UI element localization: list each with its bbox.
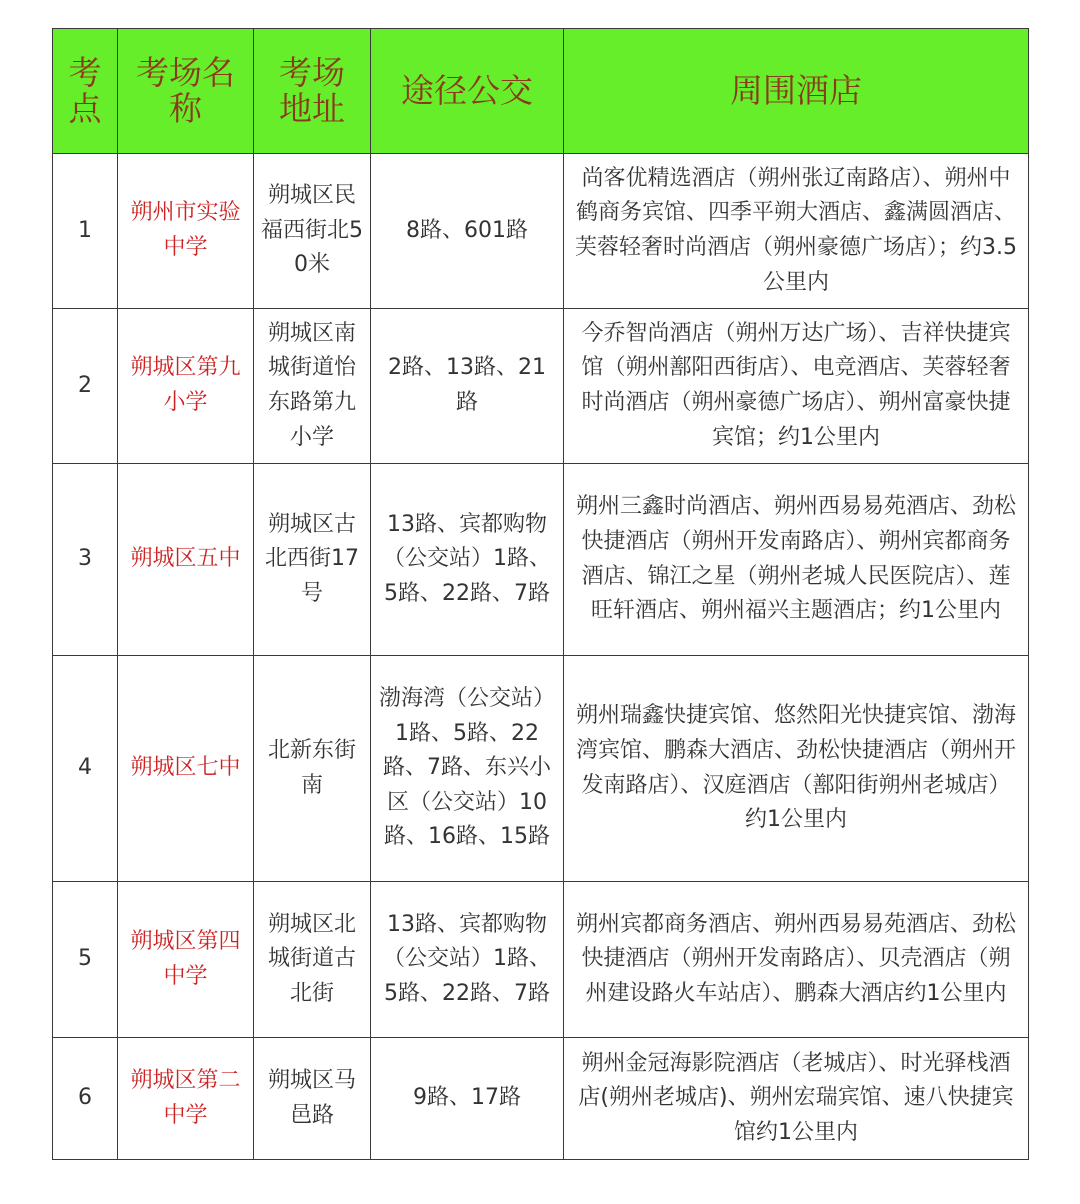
row-school: 朔城区七中 bbox=[118, 656, 254, 882]
table-header-row bbox=[53, 29, 1029, 154]
row-address: 朔城区南城街道怡东路第九小学 bbox=[254, 309, 371, 464]
header-hotels: 周围酒店 bbox=[564, 29, 1029, 154]
row-address: 朔城区民福西街北50米 bbox=[254, 154, 371, 309]
header-school: 考场名称 bbox=[118, 29, 254, 154]
row-hotels: 朔州金冠海影院酒店（老城店）、时光驿栈酒店(朔州老城店)、朔州宏瑞宾馆、速八快捷宾馆约1公里内 bbox=[564, 1038, 1029, 1160]
row-bus: 2路、13路、21路 bbox=[371, 309, 564, 464]
row-hotels: 今乔智尚酒店（朔州万达广场）、吉祥快捷宾馆（朔州鄯阳西街店）、电竞酒店、芙蓉轻奢时尚酒店（朔州豪德广场店）、朔州富豪快捷宾馆；约1公里内 bbox=[564, 309, 1029, 464]
row-num: 4 bbox=[53, 656, 118, 882]
exam-venue-table bbox=[52, 28, 1029, 1160]
table-row bbox=[53, 464, 1029, 656]
row-num: 6 bbox=[53, 1038, 118, 1160]
row-bus: 13路、宾都购物（公交站）1路、5路、22路、7路 bbox=[371, 882, 564, 1038]
row-school: 朔城区五中 bbox=[118, 464, 254, 656]
row-num: 5 bbox=[53, 882, 118, 1038]
header-address: 考场地址 bbox=[254, 29, 371, 154]
row-bus: 13路、宾都购物（公交站）1路、5路、22路、7路 bbox=[371, 464, 564, 656]
row-address: 北新东街南 bbox=[254, 656, 371, 882]
row-hotels: 尚客优精选酒店（朔州张辽南路店）、朔州中鹤商务宾馆、四季平朔大酒店、鑫满圆酒店、芙蓉轻奢时尚酒店（朔州豪德广场店）；约3.5公里内 bbox=[564, 154, 1029, 309]
table-row bbox=[53, 1038, 1029, 1160]
row-address: 朔城区马邑路 bbox=[254, 1038, 371, 1160]
table-row bbox=[53, 309, 1029, 464]
row-num: 2 bbox=[53, 309, 118, 464]
row-school: 朔城区第二中学 bbox=[118, 1038, 254, 1160]
row-school: 朔州市实验中学 bbox=[118, 154, 254, 309]
table-row bbox=[53, 656, 1029, 882]
row-address: 朔城区北城街道古北街 bbox=[254, 882, 371, 1038]
header-num: 考点 bbox=[53, 29, 118, 154]
row-hotels: 朔州瑞鑫快捷宾馆、悠然阳光快捷宾馆、渤海湾宾馆、鹏森大酒店、劲松快捷酒店（朔州开发南路店）、汉庭酒店（鄯阳街朔州老城店）约1公里内 bbox=[564, 656, 1029, 882]
row-num: 1 bbox=[53, 154, 118, 309]
header-bus: 途径公交 bbox=[371, 29, 564, 154]
row-hotels: 朔州宾都商务酒店、朔州西易易苑酒店、劲松快捷酒店（朔州开发南路店）、贝壳酒店（朔州建设路火车站店）、鹏森大酒店约1公里内 bbox=[564, 882, 1029, 1038]
row-school: 朔城区第四中学 bbox=[118, 882, 254, 1038]
row-hotels: 朔州三鑫时尚酒店、朔州西易易苑酒店、劲松快捷酒店（朔州开发南路店）、朔州宾都商务酒店、锦江之星（朔州老城人民医院店）、莲旺轩酒店、朔州福兴主题酒店；约1公里内 bbox=[564, 464, 1029, 656]
row-address: 朔城区古北西街17号 bbox=[254, 464, 371, 656]
row-bus: 8路、601路 bbox=[371, 154, 564, 309]
table-row bbox=[53, 154, 1029, 309]
row-bus: 9路、17路 bbox=[371, 1038, 564, 1160]
row-bus: 渤海湾（公交站）1路、5路、22路、7路、东兴小区（公交站）10路、16路、15路 bbox=[371, 656, 564, 882]
row-school: 朔城区第九小学 bbox=[118, 309, 254, 464]
table-row bbox=[53, 882, 1029, 1038]
row-num: 3 bbox=[53, 464, 118, 656]
